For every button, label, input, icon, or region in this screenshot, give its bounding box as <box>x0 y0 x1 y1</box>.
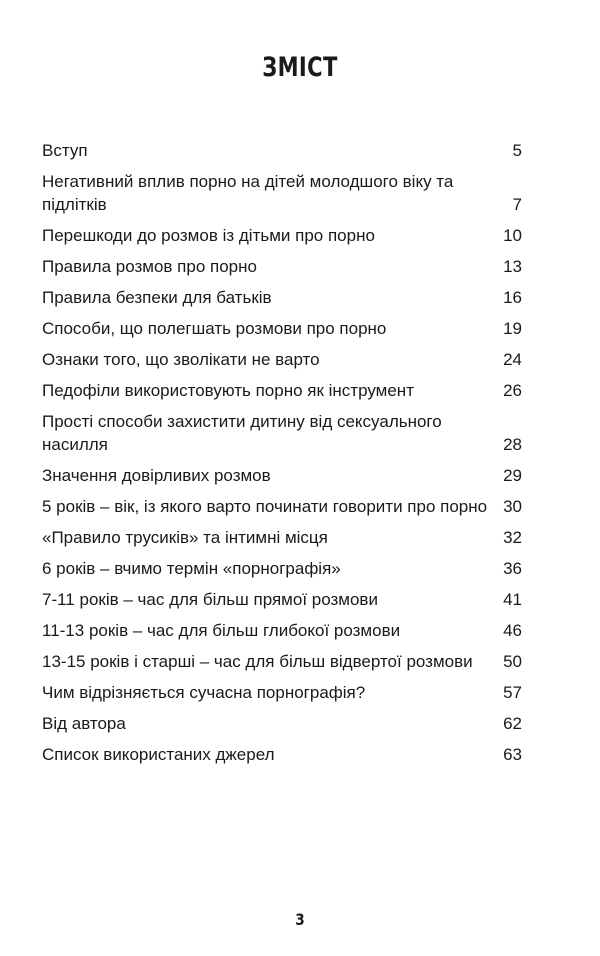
toc-entry-page: 32 <box>503 528 522 547</box>
toc-entry-title: Список використаних джерел <box>42 745 275 764</box>
toc-entry-page: 29 <box>503 466 522 485</box>
toc-entry-page: 50 <box>503 652 522 671</box>
toc-entry-page: 19 <box>503 319 522 338</box>
toc-entry-page: 16 <box>503 288 522 307</box>
toc-entry-title: Від автора <box>42 714 126 733</box>
toc-entry-page: 26 <box>503 381 522 400</box>
toc-entry-page: 63 <box>503 745 522 764</box>
toc-entry <box>42 379 522 402</box>
toc-entry <box>42 619 522 642</box>
toc-entry-page: 28 <box>503 435 522 454</box>
toc-entry-title: Педофіли використовують порно як інструмент <box>42 381 414 400</box>
toc-entry-title: Правила розмов про порно <box>42 257 257 276</box>
toc-entry-page: 24 <box>503 350 522 369</box>
toc-entry <box>42 650 522 673</box>
toc-entry <box>42 557 522 580</box>
toc-entry <box>42 348 522 371</box>
toc-entry-page: 36 <box>503 559 522 578</box>
page-title: ЗМІСТ <box>262 52 338 83</box>
toc-entry-page: 10 <box>503 226 522 245</box>
page-number: 3 <box>295 910 305 929</box>
toc-entry-page: 13 <box>503 257 522 276</box>
toc-entry-page: 62 <box>503 714 522 733</box>
toc-entry-title: 11-13 років – час для більш глибокої розмови <box>42 621 401 640</box>
toc-entry <box>42 410 522 456</box>
table-of-contents <box>42 139 522 774</box>
toc-entry-page: 5 <box>512 141 522 160</box>
toc-entry-title: Вступ <box>42 141 88 160</box>
toc-entry-title: «Правило трусиків» та інтимні місця <box>42 528 328 547</box>
toc-entry-title: Правила безпеки для батьків <box>42 288 272 307</box>
toc-entry-title: Ознаки того, що зволікати не варто <box>42 350 320 369</box>
toc-entry-title: Чим відрізняється сучасна порнографія? <box>42 683 366 702</box>
toc-entry <box>42 286 522 309</box>
toc-entry <box>42 255 522 278</box>
toc-entry <box>42 495 522 518</box>
toc-entry-title: Значення довірливих розмов <box>42 466 271 485</box>
toc-entry-title: 7-11 років – час для більш прямої розмови <box>42 590 378 609</box>
toc-entry <box>42 743 522 766</box>
toc-entry-title: Способи, що полегшать розмови про порно <box>42 319 387 338</box>
toc-entry-page: 7 <box>512 195 522 214</box>
toc-entry-page: 41 <box>503 590 522 609</box>
toc-entry <box>42 170 522 216</box>
toc-entry <box>42 588 522 611</box>
toc-entry-title: Негативний вплив порно на дітей молодшого віку та підлітків <box>42 172 454 214</box>
toc-entry <box>42 526 522 549</box>
toc-entry-title: 13-15 років і старші – час для більш відвертої розмови <box>42 652 473 671</box>
toc-entry <box>42 139 522 162</box>
toc-entry <box>42 224 522 247</box>
toc-entry <box>42 712 522 735</box>
toc-entry-page: 30 <box>503 497 522 516</box>
toc-entry-title: Прості способи захистити дитину від сексуального насилля <box>42 412 442 454</box>
toc-entry <box>42 317 522 340</box>
toc-entry-page: 46 <box>503 621 522 640</box>
toc-entry <box>42 464 522 487</box>
toc-entry-title: 5 років – вік, із якого варто починати говорити про порно <box>42 497 488 516</box>
toc-entry-title: Перешкоди до розмов із дітьми про порно <box>42 226 375 245</box>
toc-entry <box>42 681 522 704</box>
toc-entry-title: 6 років – вчимо термін «порнографія» <box>42 559 341 578</box>
toc-entry-page: 57 <box>503 683 522 702</box>
